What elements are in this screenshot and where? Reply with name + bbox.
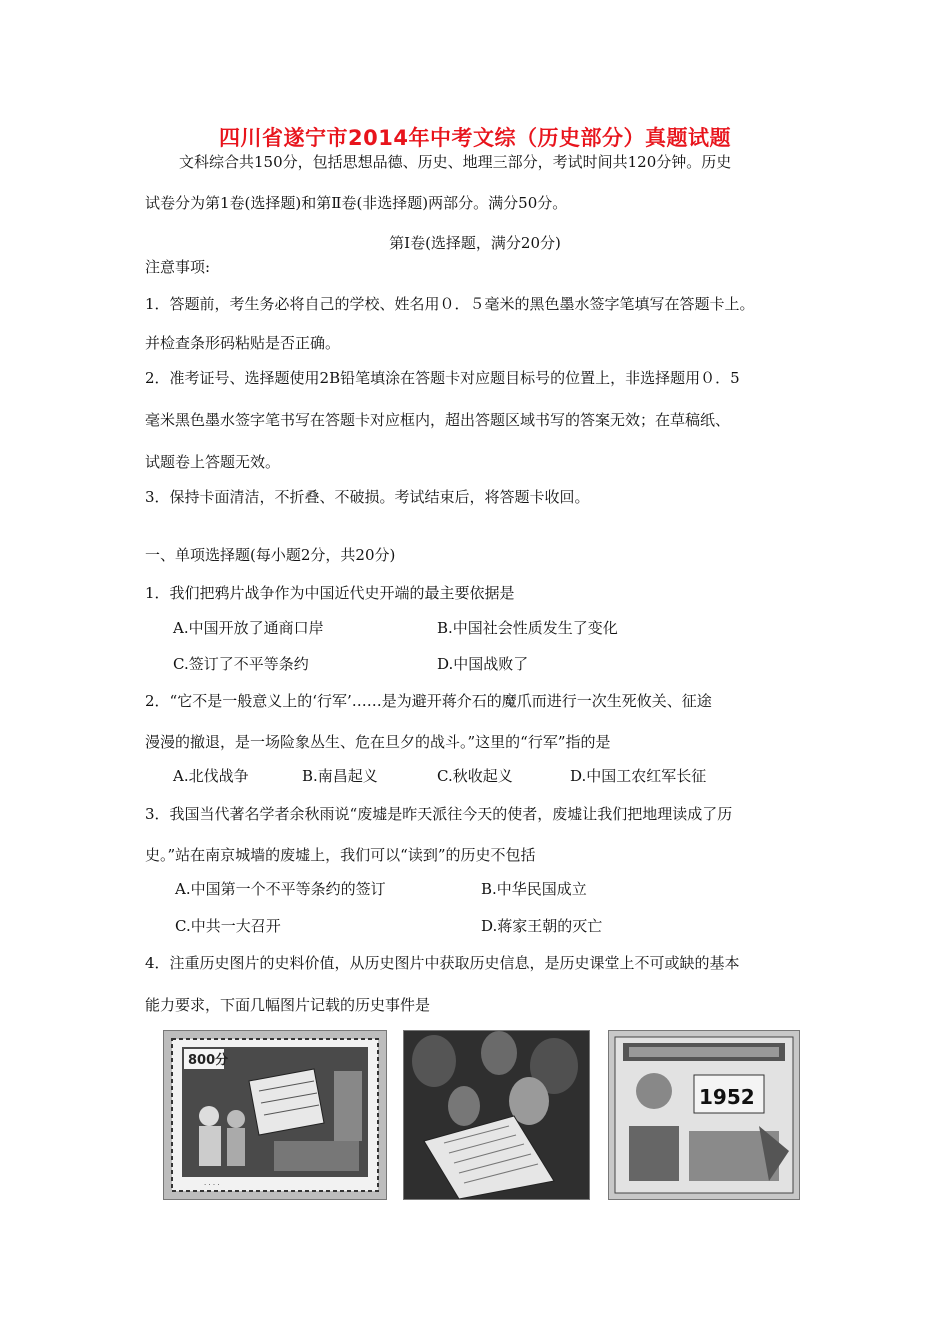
q3-option-d: D.蒋家王朝的灭亡 [481,917,603,935]
q1-option-d: D.中国战败了 [437,655,529,673]
note-line-3: 2．准考证号、选择题使用2B铅笔填涂在答题卡对应题目标号的位置上，非选择题用０．5 [145,369,740,387]
stamp-value-text: 800分 [188,1053,229,1068]
note-line-6: 3．保持卡面清洁，不折叠、不破损。考试结束后，将答题卡收回。 [145,488,590,506]
svg-text:· · · ·: · · · · [204,1181,220,1189]
intro-line-2: 试卷分为第1卷(选择题)和第Ⅱ卷(非选择题)两部分。满分50分。 [145,194,568,212]
q2-option-b: B.南昌起义 [302,767,378,785]
note-line-4: 毫米黑色墨水签字笔书写在答题卡对应框内，超出答题区域书写的答案无效；在草稿纸、 [145,411,731,429]
q3-option-b: B.中华民国成立 [481,880,587,898]
q2-stem-line-1: 2．“它不是一般意义上的‘行军’……是为避开蒋介石的魔爪而进行一次生死攸关、征途 [145,692,712,710]
q3-option-a: A.中国第一个不平等条约的签订 [175,880,386,898]
page-title: 四川省遂宁市2014年中考文综（历史部分）真题试题 [219,126,731,150]
q1-stem: 1．我们把鸦片战争作为中国近代史开端的最主要依据是 [145,584,515,602]
section-heading: 第Ⅰ卷(选择题，满分20分) [389,234,561,252]
q4-stem-line-2: 能力要求，下面几幅图片记载的历史事件是 [145,996,431,1014]
q2-option-c: C.秋收起义 [437,767,513,785]
poster-image [608,1030,800,1200]
notes-label: 注意事项: [145,258,211,276]
q3-option-c: C.中共一大召开 [175,917,281,935]
q1-option-b: B.中国社会性质发生了变化 [437,619,618,637]
q4-stem-line-1: 4．注重历史图片的史料价值，从历史图片中获取历史信息，是历史课堂上不可或缺的基本 [145,954,740,972]
newspaper-photo [403,1030,590,1200]
note-line-5: 试题卷上答题无效。 [145,453,281,471]
q2-option-d: D.中国工农红军长征 [570,767,707,785]
q1-option-a: A.中国开放了通商口岸 [173,619,324,637]
stamp-image [163,1030,387,1200]
part-heading: 一、单项选择题(每小题2分，共20分) [145,546,396,564]
note-line-2: 并检查条形码粘贴是否正确。 [145,334,341,352]
q3-stem-line-1: 3．我国当代著名学者余秋雨说“废墟是昨天派往今天的使者，废墟让我们把地理读成了历 [145,805,733,823]
q3-stem-line-2: 史。”站在南京城墙的废墟上，我们可以“读到”的历史不包括 [145,846,536,864]
note-line-1: 1．答题前，考生务必将自己的学校、姓名用０．５毫米的黑色墨水签字笔填写在答题卡上。 [145,295,755,313]
q2-option-a: A.北伐战争 [173,767,249,785]
q1-option-c: C.签订了不平等条约 [173,655,309,673]
intro-line-1: 文科综合共150分，包括思想品德、历史、地理三部分，考试时间共120分钟。历史 [179,153,732,171]
poster-year-text: 1952 [699,1085,755,1109]
q2-stem-line-2: 漫漫的撤退，是一场险象丛生、危在旦夕的战斗。”这里的“行军”指的是 [145,733,611,751]
